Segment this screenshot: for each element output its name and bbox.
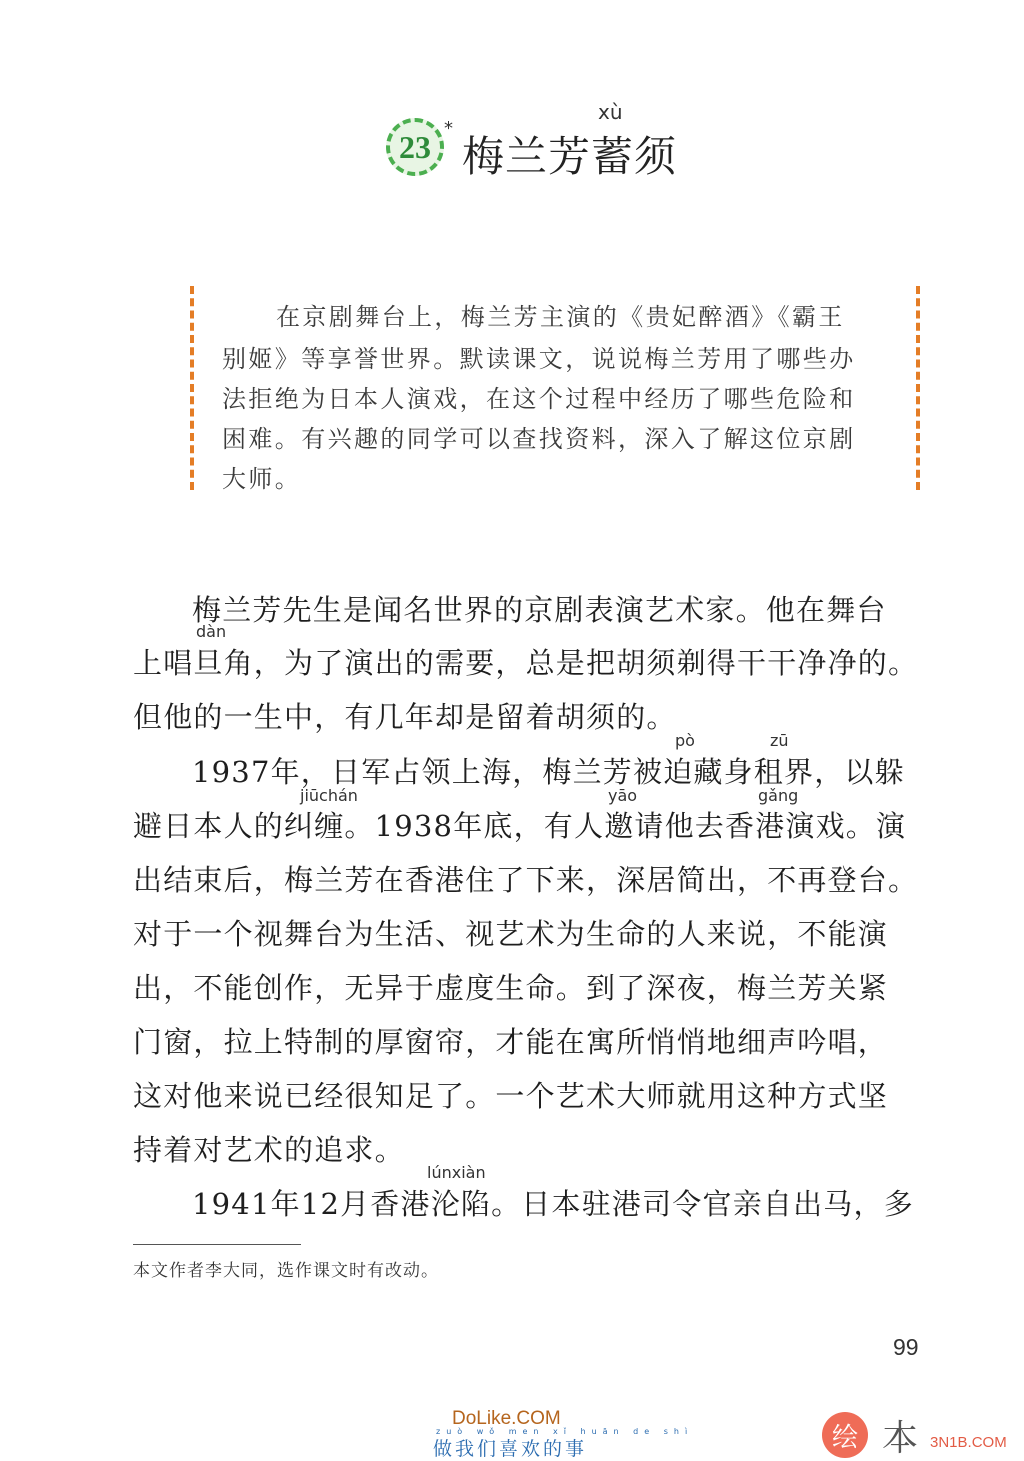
watermark-logo-site: 3N1B.COM: [930, 1434, 1007, 1451]
body-line: 避日本人的纠缠。1938年底，有人邀请他去香港演戏。演: [133, 809, 907, 843]
lesson-number-badge: [386, 118, 444, 176]
body-line: 1941年12月香港沦陷。日本驻港司令官亲自出马，多: [192, 1187, 914, 1221]
watermark-site: DoLike.COM: [452, 1408, 561, 1429]
footnote: 本文作者李大同，选作课文时有改动。: [133, 1261, 439, 1281]
pinyin-lunxian: lúnxiàn: [427, 1163, 486, 1182]
body-line: 出结束后，梅兰芳在香港住了下来，深居简出，不再登台。: [133, 863, 919, 897]
lesson-number: 23: [399, 128, 431, 165]
pinyin-dan: dàn: [196, 622, 227, 641]
page-number: 99: [893, 1334, 919, 1360]
intro-line: 困难。有兴趣的同学可以查找资料，深入了解这位京剧: [222, 425, 856, 453]
intro-line: 别姬》等享誉世界。默读课文，说说梅兰芳用了哪些办: [222, 345, 856, 373]
intro-line: 大师。: [222, 465, 302, 493]
body-line: 对于一个视舞台为生活、视艺术为生命的人来说，不能演: [133, 917, 889, 951]
pinyin-jiuchan: jiūchán: [300, 786, 358, 805]
body-line: 门窗，拉上特制的厚窗帘，才能在寓所悄悄地细声吟唱，: [133, 1025, 889, 1059]
body-line: 梅兰芳先生是闻名世界的京剧表演艺术家。他在舞台: [192, 593, 887, 627]
body-line: 但他的一生中，有几年却是留着胡须的。: [133, 700, 677, 734]
body-line: 这对他来说已经很知足了。一个艺术大师就用这种方式坚: [133, 1079, 889, 1113]
page-title: 梅兰芳蓄须: [462, 132, 678, 181]
intro-left-border: [190, 286, 198, 490]
body-line: 上唱旦角，为了演出的需要，总是把胡须剃得干干净净的。: [133, 646, 919, 680]
pinyin-gang: gǎng: [758, 786, 799, 805]
body-line: 1937年，日军占领上海，梅兰芳被迫藏身租界，以躲: [192, 755, 905, 789]
pinyin-yao: yāo: [608, 786, 638, 805]
intro-line: 在京剧舞台上，梅兰芳主演的《贵妃醉酒》《霸王: [276, 303, 845, 331]
watermark-logo-char: 绘: [831, 1422, 858, 1453]
intro-right-border: [916, 286, 924, 490]
pinyin-zu: zū: [770, 731, 789, 750]
body-line: 出，不能创作，无异于虚度生命。到了深夜，梅兰芳关紧: [133, 971, 889, 1005]
pinyin-po: pò: [675, 731, 695, 750]
title-pinyin: xù: [598, 100, 623, 124]
watermark-slogan: 做我们喜欢的事: [433, 1438, 588, 1460]
watermark-logo-char-2: 本: [882, 1418, 919, 1459]
self-study-star: *: [444, 118, 453, 139]
body-line: 持着对艺术的追求。: [133, 1133, 405, 1167]
intro-line: 法拒绝为日本人演戏，在这个过程中经历了哪些危险和: [222, 385, 856, 413]
footnote-divider: [133, 1244, 301, 1245]
watermark-logo-icon: [822, 1412, 868, 1458]
watermark-pinyin: zuò wǒ men xǐ huān de shì: [436, 1427, 694, 1436]
